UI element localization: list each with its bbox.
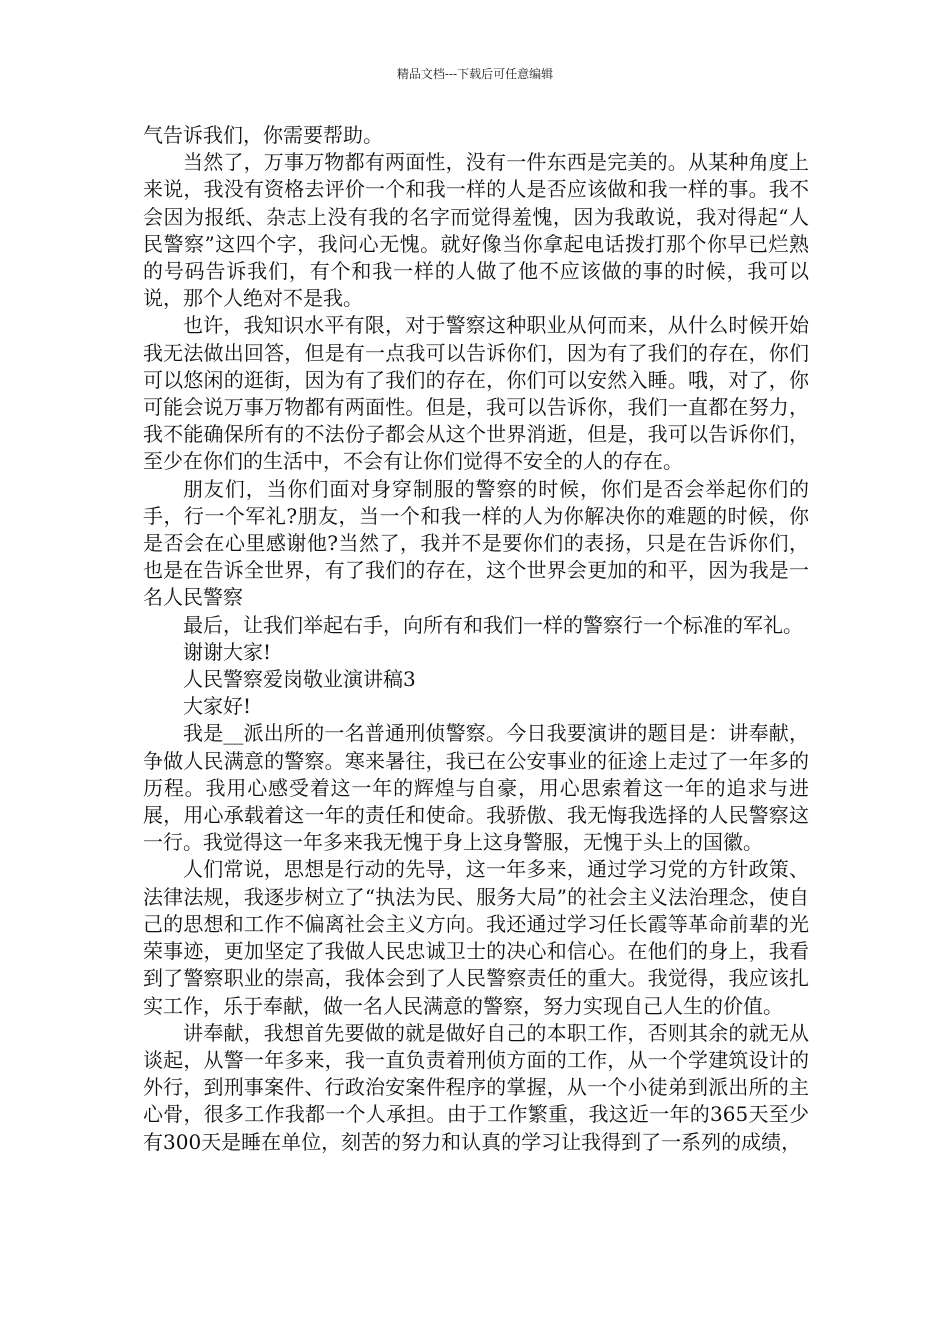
paragraph-2: 当然了，万事万物都有两面性，没有一件东西是完美的。从某种角度上来说，我没有资格去评价一个和我一样的人是否应该做和我一样的事。我不会因为报纸、杂志上没有我的名字而觉得羞愧，因为我敢说，我对得起“人民警察”这四个字，我问心无愧。就好像当你拿起电话拨打那个你早已烂熟的号码告诉我们，有个和我一样的人做了他不应该做的事的时候，我可以说，那个人绝对不是我。 (143, 150, 809, 311)
section-title: 人民警察爱岗敬业演讲稿3 (183, 667, 416, 692)
paragraph-6: 谢谢大家! (183, 639, 272, 664)
page-header: 精品文档---下载后可任意编辑 (396, 67, 554, 81)
document-body (143, 122, 809, 1156)
paragraph-3: 也许，我知识水平有限，对于警察这种职业从何而来，从什么时候开始我无法做出回答，但是有一点我可以告诉你们，因为有了我们的存在，你们可以悠闲的逛街，因为有了我们的存在，你们可以安然入睡。哦，对了，你可能会说万事万物都有两面性。但是，我可以告诉你，我们一直都在努力，我不能确保所有的不法份子都会从这个世界消逝，但是，我可以告诉你们，至少在你们的生活中，不会有让你们觉得不安全的人的存在。 (143, 313, 809, 474)
paragraph-1: 气告诉我们，你需要帮助。 (143, 123, 383, 147)
paragraph-10: 人们常说，思想是行动的先导，这一年多来，通过学习党的方针政策、法律法规，我逐步树立了“执法为民、服务大局”的社会主义法治理念，使自己的思想和工作不偏离社会主义方向。我还通过学习任长霞等革命前辈的光荣事迹，更加坚定了我做人民忠诚卫士的决心和信心。在他们的身上，我看到了警察职业的崇高，我体会到了人民警察责任的重大。我觉得，我应该扎实工作，乐于奉献，做一名人民满意的警察，努力实现自己人生的价值。 (143, 857, 809, 1018)
paragraph-4: 朋友们，当你们面对身穿制服的警察的时候，你们是否会举起你们的手，行一个军礼?朋友，当一个和我一样的人为你解决你的难题的时候，你是否会在心里感谢他?当然了，我并不是要你们的表扬，只是在告诉你们，也是在告诉全世界，有了我们的存在，这个世界会更加的和平，因为我是一名人民警察 (143, 476, 809, 610)
greeting: 大家好! (183, 694, 252, 719)
paragraph-9: 我是__派出所的一名普通刑侦警察。今日我要演讲的题目是：讲奉献，争做人民满意的警察。寒来暑往，我已在公安事业的征途上走过了一年多的历程。我用心感受着这一年的辉煌与自豪，用心思索着这一年的追求与进展，用心承载着这一年的责任和使命。我骄傲、我无悔我选择的人民警察这一行。我觉得这一年多来我无愧于身上这身警服，无愧于头上的国徽。 (143, 721, 809, 855)
paragraph-5: 最后，让我们举起右手，向所有和我们一样的警察行一个标准的军礼。 (183, 612, 803, 637)
paragraph-11: 讲奉献，我想首先要做的就是做好自己的本职工作，否则其余的就无从谈起，从警一年多来，我一直负责着刑侦方面的工作，从一个学建筑设计的外行，到刑事案件、行政治安案件程序的掌握，从一个小徒弟到派出所的主心骨，很多工作我都一个人承担。由于工作繁重，我这近一年的365天至少有300天是睡在单位，刻苦的努力和认真的学习让我得到了一系列的成绩， (143, 1020, 809, 1154)
